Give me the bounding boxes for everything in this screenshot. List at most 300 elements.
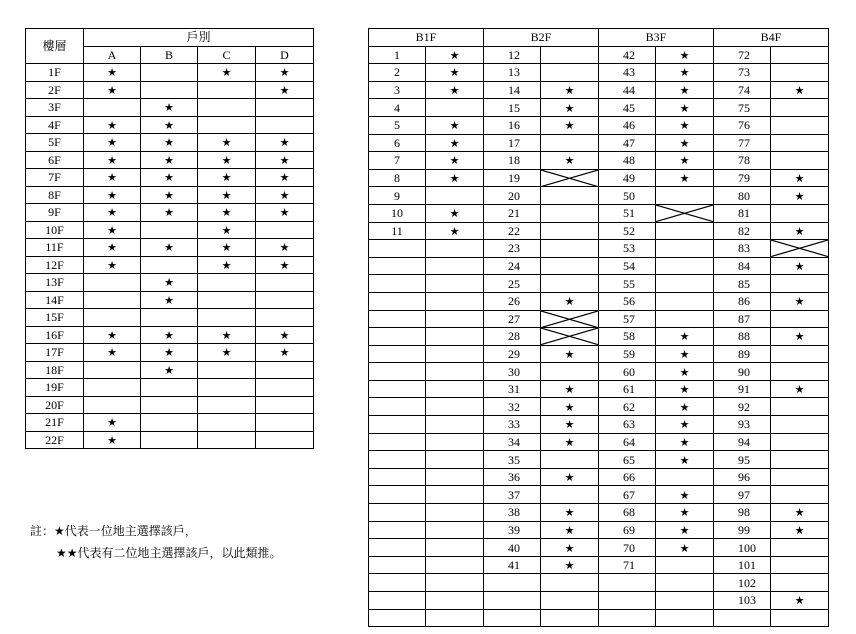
space-number: 36 bbox=[484, 468, 541, 486]
star-icon: ★ bbox=[564, 541, 575, 555]
star-icon: ★ bbox=[679, 48, 690, 62]
parking-row bbox=[369, 504, 829, 522]
unit-cell bbox=[141, 326, 198, 344]
space-mark bbox=[771, 398, 829, 416]
unit-cell bbox=[141, 64, 198, 82]
space-mark bbox=[656, 416, 714, 434]
star-icon: ★ bbox=[449, 48, 460, 62]
space-mark bbox=[541, 380, 599, 398]
space-number: 75 bbox=[714, 99, 771, 117]
space-number bbox=[369, 416, 426, 434]
space-number bbox=[369, 363, 426, 381]
footnote-line-2: ★★代表有二位地主選擇該戶，以此類推。 bbox=[56, 546, 282, 560]
unit-col-d: D bbox=[256, 46, 314, 64]
star-icon: ★ bbox=[107, 136, 117, 150]
star-icon: ★ bbox=[449, 172, 460, 186]
unit-cell bbox=[198, 379, 256, 397]
space-mark bbox=[656, 574, 714, 592]
unit-cell bbox=[256, 64, 314, 82]
unit-cell bbox=[256, 431, 314, 449]
space-mark bbox=[771, 345, 829, 363]
unit-col-c: C bbox=[198, 46, 256, 64]
space-number: 7 bbox=[369, 152, 426, 170]
space-number bbox=[369, 521, 426, 539]
star-icon: ★ bbox=[794, 330, 805, 344]
star-icon: ★ bbox=[107, 416, 117, 430]
space-mark bbox=[426, 257, 484, 275]
space-mark bbox=[656, 204, 714, 222]
unit-cell bbox=[84, 151, 141, 169]
floor-row bbox=[26, 134, 314, 152]
unit-cell bbox=[84, 239, 141, 257]
cross-out-icon bbox=[541, 170, 598, 187]
parking-row bbox=[369, 592, 829, 610]
space-mark bbox=[541, 486, 599, 504]
space-number bbox=[369, 504, 426, 522]
space-number: 100 bbox=[714, 539, 771, 557]
floor-label: 19F bbox=[26, 379, 84, 397]
star-icon: ★ bbox=[279, 83, 290, 97]
parking-row bbox=[369, 152, 829, 170]
space-number: 39 bbox=[484, 521, 541, 539]
star-icon: ★ bbox=[679, 330, 690, 344]
space-number: 71 bbox=[599, 556, 656, 574]
space-mark bbox=[426, 187, 484, 205]
space-number: 20 bbox=[484, 187, 541, 205]
star-icon: ★ bbox=[107, 328, 117, 342]
unit-cell bbox=[256, 379, 314, 397]
floor-label: 14F bbox=[26, 291, 84, 309]
space-mark bbox=[541, 539, 599, 557]
floor-label: 6F bbox=[26, 151, 84, 169]
space-number: 15 bbox=[484, 99, 541, 117]
space-mark bbox=[426, 152, 484, 170]
star-icon: ★ bbox=[107, 223, 117, 237]
space-mark bbox=[656, 328, 714, 346]
space-mark bbox=[426, 451, 484, 469]
space-mark bbox=[771, 451, 829, 469]
floor-row bbox=[26, 309, 314, 327]
space-number: 97 bbox=[714, 486, 771, 504]
space-mark bbox=[771, 363, 829, 381]
parking-row bbox=[369, 363, 829, 381]
space-mark bbox=[656, 468, 714, 486]
space-mark bbox=[656, 380, 714, 398]
star-icon: ★ bbox=[449, 224, 460, 238]
unit-cell bbox=[198, 81, 256, 99]
level-header-b1f: B1F bbox=[369, 29, 484, 47]
space-mark bbox=[656, 310, 714, 328]
star-icon: ★ bbox=[679, 172, 690, 186]
star-icon: ★ bbox=[679, 453, 690, 467]
space-number bbox=[714, 609, 771, 627]
floor-row bbox=[26, 396, 314, 414]
space-number: 40 bbox=[484, 539, 541, 557]
star-icon: ★ bbox=[164, 188, 174, 202]
space-number bbox=[369, 345, 426, 363]
star-icon: ★ bbox=[279, 258, 290, 272]
space-mark bbox=[541, 451, 599, 469]
unit-cell bbox=[256, 291, 314, 309]
unit-cell bbox=[141, 431, 198, 449]
space-mark bbox=[426, 416, 484, 434]
space-mark bbox=[426, 398, 484, 416]
space-mark bbox=[426, 275, 484, 293]
star-icon: ★ bbox=[107, 153, 117, 167]
star-icon: ★ bbox=[164, 293, 174, 307]
space-mark bbox=[426, 363, 484, 381]
space-number: 84 bbox=[714, 257, 771, 275]
unit-cell bbox=[84, 169, 141, 187]
unit-cell bbox=[198, 326, 256, 344]
space-mark bbox=[771, 152, 829, 170]
unit-cell bbox=[141, 396, 198, 414]
space-mark bbox=[426, 134, 484, 152]
space-number: 72 bbox=[714, 46, 771, 64]
star-icon: ★ bbox=[564, 101, 575, 115]
unit-cell bbox=[256, 81, 314, 99]
star-icon: ★ bbox=[564, 154, 575, 168]
cross-out-icon bbox=[656, 205, 713, 222]
unit-col-a: A bbox=[84, 46, 141, 64]
space-number: 5 bbox=[369, 116, 426, 134]
unit-cell bbox=[84, 99, 141, 117]
space-mark bbox=[771, 609, 829, 627]
floor-label: 21F bbox=[26, 414, 84, 432]
space-mark bbox=[541, 556, 599, 574]
unit-cell bbox=[198, 134, 256, 152]
star-icon: ★ bbox=[564, 347, 575, 361]
floor-row bbox=[26, 116, 314, 134]
space-number: 61 bbox=[599, 380, 656, 398]
space-mark bbox=[771, 504, 829, 522]
space-mark bbox=[656, 539, 714, 557]
unit-cell bbox=[84, 431, 141, 449]
space-number: 18 bbox=[484, 152, 541, 170]
floor-label: 13F bbox=[26, 274, 84, 292]
star-icon: ★ bbox=[679, 119, 690, 133]
space-mark bbox=[426, 204, 484, 222]
space-number: 52 bbox=[599, 222, 656, 240]
space-number: 50 bbox=[599, 187, 656, 205]
space-mark bbox=[656, 81, 714, 99]
floor-label: 8F bbox=[26, 186, 84, 204]
star-icon: ★ bbox=[221, 346, 232, 360]
space-number bbox=[369, 292, 426, 310]
star-icon: ★ bbox=[221, 206, 232, 220]
space-number: 38 bbox=[484, 504, 541, 522]
star-icon: ★ bbox=[679, 154, 690, 168]
space-mark bbox=[656, 433, 714, 451]
star-icon: ★ bbox=[279, 328, 290, 342]
space-mark bbox=[656, 64, 714, 82]
space-number bbox=[484, 609, 541, 627]
space-number: 48 bbox=[599, 152, 656, 170]
space-number: 66 bbox=[599, 468, 656, 486]
unit-cell bbox=[141, 414, 198, 432]
space-number: 33 bbox=[484, 416, 541, 434]
unit-cell bbox=[256, 221, 314, 239]
parking-row bbox=[369, 222, 829, 240]
space-number: 49 bbox=[599, 169, 656, 187]
space-number: 42 bbox=[599, 46, 656, 64]
unit-cell bbox=[256, 256, 314, 274]
star-icon: ★ bbox=[794, 84, 805, 98]
parking-row bbox=[369, 398, 829, 416]
floor-label: 1F bbox=[26, 64, 84, 82]
space-mark bbox=[771, 539, 829, 557]
parking-row bbox=[369, 64, 829, 82]
space-number: 103 bbox=[714, 592, 771, 610]
unit-cell bbox=[256, 204, 314, 222]
space-mark bbox=[771, 380, 829, 398]
space-number: 22 bbox=[484, 222, 541, 240]
star-icon: ★ bbox=[564, 400, 575, 414]
floor-row bbox=[26, 291, 314, 309]
parking-row bbox=[369, 416, 829, 434]
star-icon: ★ bbox=[679, 347, 690, 361]
space-number: 24 bbox=[484, 257, 541, 275]
space-mark bbox=[541, 152, 599, 170]
space-number: 70 bbox=[599, 539, 656, 557]
star-icon: ★ bbox=[279, 66, 290, 80]
star-icon: ★ bbox=[679, 66, 690, 80]
star-icon: ★ bbox=[164, 276, 174, 290]
space-mark bbox=[771, 187, 829, 205]
parking-row bbox=[369, 574, 829, 592]
space-mark bbox=[541, 222, 599, 240]
floor-row bbox=[26, 361, 314, 379]
space-number: 91 bbox=[714, 380, 771, 398]
space-mark bbox=[541, 504, 599, 522]
space-number: 13 bbox=[484, 64, 541, 82]
star-icon: ★ bbox=[679, 383, 690, 397]
space-number: 69 bbox=[599, 521, 656, 539]
star-icon: ★ bbox=[564, 506, 575, 520]
space-number: 31 bbox=[484, 380, 541, 398]
parking-row bbox=[369, 134, 829, 152]
space-number: 8 bbox=[369, 169, 426, 187]
space-mark bbox=[541, 433, 599, 451]
cross-out-icon bbox=[541, 328, 598, 345]
space-number: 54 bbox=[599, 257, 656, 275]
space-number: 67 bbox=[599, 486, 656, 504]
unit-cell bbox=[141, 256, 198, 274]
unit-cell bbox=[256, 344, 314, 362]
unit-cell bbox=[198, 186, 256, 204]
star-icon: ★ bbox=[794, 224, 805, 238]
space-mark bbox=[771, 592, 829, 610]
star-icon: ★ bbox=[221, 328, 232, 342]
floor-row bbox=[26, 379, 314, 397]
parking-row bbox=[369, 116, 829, 134]
star-icon: ★ bbox=[107, 206, 117, 220]
space-mark bbox=[656, 222, 714, 240]
unit-cell bbox=[141, 274, 198, 292]
unit-cell bbox=[141, 151, 198, 169]
parking-row bbox=[369, 310, 829, 328]
space-mark bbox=[426, 609, 484, 627]
space-number: 89 bbox=[714, 345, 771, 363]
space-mark bbox=[426, 592, 484, 610]
unit-cell bbox=[141, 379, 198, 397]
space-mark bbox=[426, 380, 484, 398]
space-mark bbox=[771, 116, 829, 134]
space-number: 96 bbox=[714, 468, 771, 486]
space-number: 14 bbox=[484, 81, 541, 99]
space-number bbox=[369, 556, 426, 574]
space-number bbox=[369, 433, 426, 451]
unit-cell bbox=[84, 396, 141, 414]
star-icon: ★ bbox=[564, 435, 575, 449]
space-mark bbox=[656, 609, 714, 627]
star-icon: ★ bbox=[221, 258, 232, 272]
space-number bbox=[369, 609, 426, 627]
star-icon: ★ bbox=[279, 206, 290, 220]
space-mark bbox=[541, 574, 599, 592]
parking-row bbox=[369, 521, 829, 539]
star-icon: ★ bbox=[794, 172, 805, 186]
star-icon: ★ bbox=[449, 119, 460, 133]
space-number: 29 bbox=[484, 345, 541, 363]
star-icon: ★ bbox=[564, 418, 575, 432]
floor-table-body bbox=[26, 64, 314, 449]
star-icon: ★ bbox=[221, 153, 232, 167]
footnote bbox=[30, 520, 282, 564]
space-mark bbox=[656, 292, 714, 310]
parking-row bbox=[369, 556, 829, 574]
unit-cell bbox=[84, 361, 141, 379]
space-number bbox=[369, 240, 426, 258]
cross-out-icon bbox=[771, 240, 828, 257]
star-icon: ★ bbox=[449, 84, 460, 98]
space-mark bbox=[656, 504, 714, 522]
space-mark bbox=[426, 345, 484, 363]
space-mark bbox=[771, 257, 829, 275]
unit-cell bbox=[256, 239, 314, 257]
floor-row bbox=[26, 344, 314, 362]
space-mark bbox=[656, 240, 714, 258]
space-mark bbox=[541, 116, 599, 134]
space-number: 58 bbox=[599, 328, 656, 346]
unit-cell bbox=[198, 116, 256, 134]
space-number: 11 bbox=[369, 222, 426, 240]
space-number: 6 bbox=[369, 134, 426, 152]
space-number: 98 bbox=[714, 504, 771, 522]
star-icon: ★ bbox=[164, 363, 174, 377]
star-icon: ★ bbox=[279, 188, 290, 202]
space-mark bbox=[426, 292, 484, 310]
unit-cell bbox=[198, 204, 256, 222]
star-icon: ★ bbox=[679, 101, 690, 115]
space-mark bbox=[771, 556, 829, 574]
space-number bbox=[369, 486, 426, 504]
parking-row bbox=[369, 486, 829, 504]
space-number: 83 bbox=[714, 240, 771, 258]
space-number bbox=[599, 609, 656, 627]
level-header-b2f: B2F bbox=[484, 29, 599, 47]
unit-cell bbox=[84, 116, 141, 134]
level-header-b3f: B3F bbox=[599, 29, 714, 47]
floor-label: 22F bbox=[26, 431, 84, 449]
unit-cell bbox=[84, 64, 141, 82]
space-mark bbox=[771, 486, 829, 504]
space-mark bbox=[656, 152, 714, 170]
unit-cell bbox=[141, 291, 198, 309]
star-icon: ★ bbox=[679, 84, 690, 98]
space-mark bbox=[541, 134, 599, 152]
unit-cell bbox=[256, 326, 314, 344]
unit-cell bbox=[84, 134, 141, 152]
unit-cell bbox=[84, 81, 141, 99]
parking-row bbox=[369, 451, 829, 469]
floor-label: 15F bbox=[26, 309, 84, 327]
space-mark bbox=[541, 240, 599, 258]
floor-label: 4F bbox=[26, 116, 84, 134]
floor-label: 20F bbox=[26, 396, 84, 414]
parking-row bbox=[369, 99, 829, 117]
space-number bbox=[484, 592, 541, 610]
space-mark bbox=[541, 99, 599, 117]
space-mark bbox=[541, 521, 599, 539]
floor-label: 3F bbox=[26, 99, 84, 117]
space-mark bbox=[771, 222, 829, 240]
space-number bbox=[369, 257, 426, 275]
parking-row bbox=[369, 240, 829, 258]
floor-label: 11F bbox=[26, 239, 84, 257]
space-number bbox=[369, 574, 426, 592]
space-mark bbox=[656, 398, 714, 416]
space-number: 85 bbox=[714, 275, 771, 293]
floor-row bbox=[26, 151, 314, 169]
unit-cell bbox=[198, 256, 256, 274]
star-icon: ★ bbox=[679, 523, 690, 537]
space-number: 59 bbox=[599, 345, 656, 363]
space-mark bbox=[541, 363, 599, 381]
unit-cell bbox=[256, 134, 314, 152]
space-number: 43 bbox=[599, 64, 656, 82]
space-mark bbox=[541, 275, 599, 293]
unit-cell bbox=[198, 431, 256, 449]
unit-cell bbox=[141, 309, 198, 327]
parking-row bbox=[369, 46, 829, 64]
space-number: 90 bbox=[714, 363, 771, 381]
space-number: 57 bbox=[599, 310, 656, 328]
star-icon: ★ bbox=[164, 101, 174, 115]
space-number: 95 bbox=[714, 451, 771, 469]
space-mark bbox=[541, 345, 599, 363]
star-icon: ★ bbox=[794, 260, 805, 274]
space-mark bbox=[771, 169, 829, 187]
unit-col-b: B bbox=[141, 46, 198, 64]
space-number bbox=[369, 592, 426, 610]
star-icon: ★ bbox=[107, 171, 117, 185]
floor-row bbox=[26, 239, 314, 257]
unit-cell bbox=[141, 204, 198, 222]
space-mark bbox=[426, 433, 484, 451]
space-mark bbox=[541, 187, 599, 205]
space-mark bbox=[426, 81, 484, 99]
space-number bbox=[369, 310, 426, 328]
unit-cell bbox=[198, 239, 256, 257]
space-number: 74 bbox=[714, 81, 771, 99]
unit-cell bbox=[198, 99, 256, 117]
space-mark bbox=[771, 574, 829, 592]
space-number: 78 bbox=[714, 152, 771, 170]
space-number bbox=[599, 574, 656, 592]
unit-cell bbox=[256, 151, 314, 169]
floor-row bbox=[26, 221, 314, 239]
